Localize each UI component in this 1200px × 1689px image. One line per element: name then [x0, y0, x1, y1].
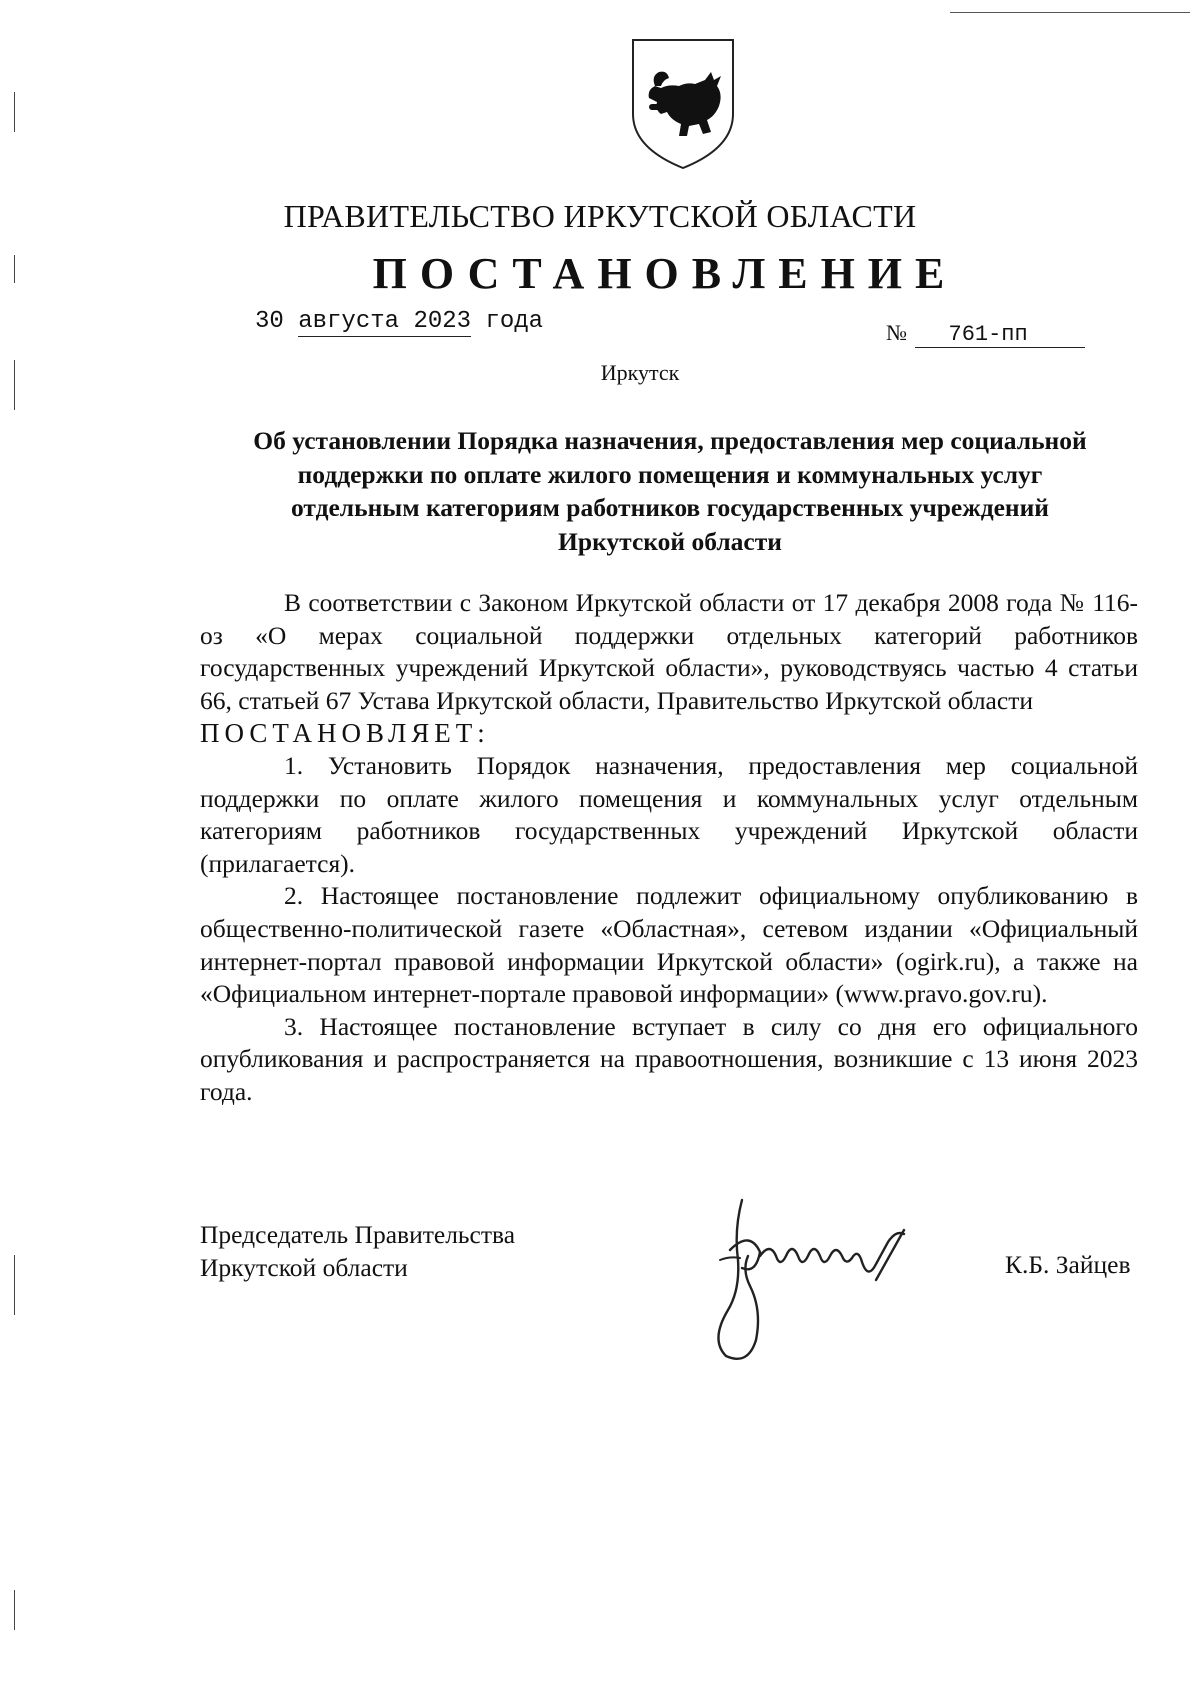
title-line: отдельным категориям работников государственных учреждений [290, 493, 1049, 522]
signature-image [690, 1190, 990, 1365]
scan-artifact [14, 92, 15, 132]
signer-name: К.Б. Зайцев [1005, 1250, 1131, 1279]
document-date [255, 308, 543, 335]
date-suffix: года [485, 308, 544, 335]
date-month-year: августа 2023 [298, 308, 472, 335]
item-1-paragraph: 1. Установить Порядок назначения, предоставления мер социальной поддержки по оплате жилого помещения и коммунальных услуг отдельным категориям работников государственных учреждений Иркутской области (прилагается). [200, 750, 1138, 878]
number-value: 761-пп [915, 322, 1085, 348]
document-number [886, 320, 1086, 348]
title-line: Иркутской области [558, 526, 782, 556]
item-3-paragraph: 3. Настоящее постановление вступает в силу со дня его официального опубликования и распространяется на правоотношения, возникшие с 13 июня 2023 года. [200, 1011, 1138, 1106]
city: Иркутск [600, 360, 680, 385]
document-title [190, 424, 1150, 558]
title-line: Об установлении Порядка назначения, предоставления мер социальной [253, 426, 1087, 455]
scan-artifact [14, 360, 15, 410]
scan-artifact [14, 1590, 15, 1630]
document-body [200, 587, 1138, 1109]
date-day: 30 [255, 308, 284, 335]
scan-artifact [950, 12, 1190, 13]
document-type: ПОСТАНОВЛЕНИЕ [372, 249, 958, 298]
government-name: ПРАВИТЕЛЬСТВО ИРКУТСКОЙ ОБЛАСТИ [283, 198, 917, 234]
item-2-paragraph: 2. Настоящее постановление подлежит официальному опубликованию в общественно-политической газете «Областная», сетевом издании «Официальный интернет-портал правовой информации Иркутской области» (ogirk.ru), а также на «Официальном интернет-портале правовой информации» (www.pravo.gov.ru). [200, 881, 1138, 1009]
title-line: поддержки по оплате жилого помещения и коммунальных услуг [297, 459, 1043, 489]
preamble-paragraph: В соответствии с Законом Иркутской области от 17 декабря 2008 года № 116-оз «О мерах социальной поддержки отдельных категорий работников государственных учреждений Иркутской области», руководствуясь частью 4 статьи 66, статьей 67 Устава Иркутской области, Правительство Иркутской области [200, 588, 1138, 715]
number-label: № [886, 320, 907, 345]
decree-word: ПОСТАНОВЛЯЕТ: [200, 718, 490, 749]
signer-position-line: Председатель Правительства [200, 1220, 516, 1249]
scan-artifact [14, 255, 15, 283]
scan-artifact [14, 1255, 15, 1315]
signer-position [200, 1218, 515, 1284]
signer-position-line: Иркутской области [200, 1253, 408, 1282]
coat-of-arms-icon [627, 36, 739, 172]
